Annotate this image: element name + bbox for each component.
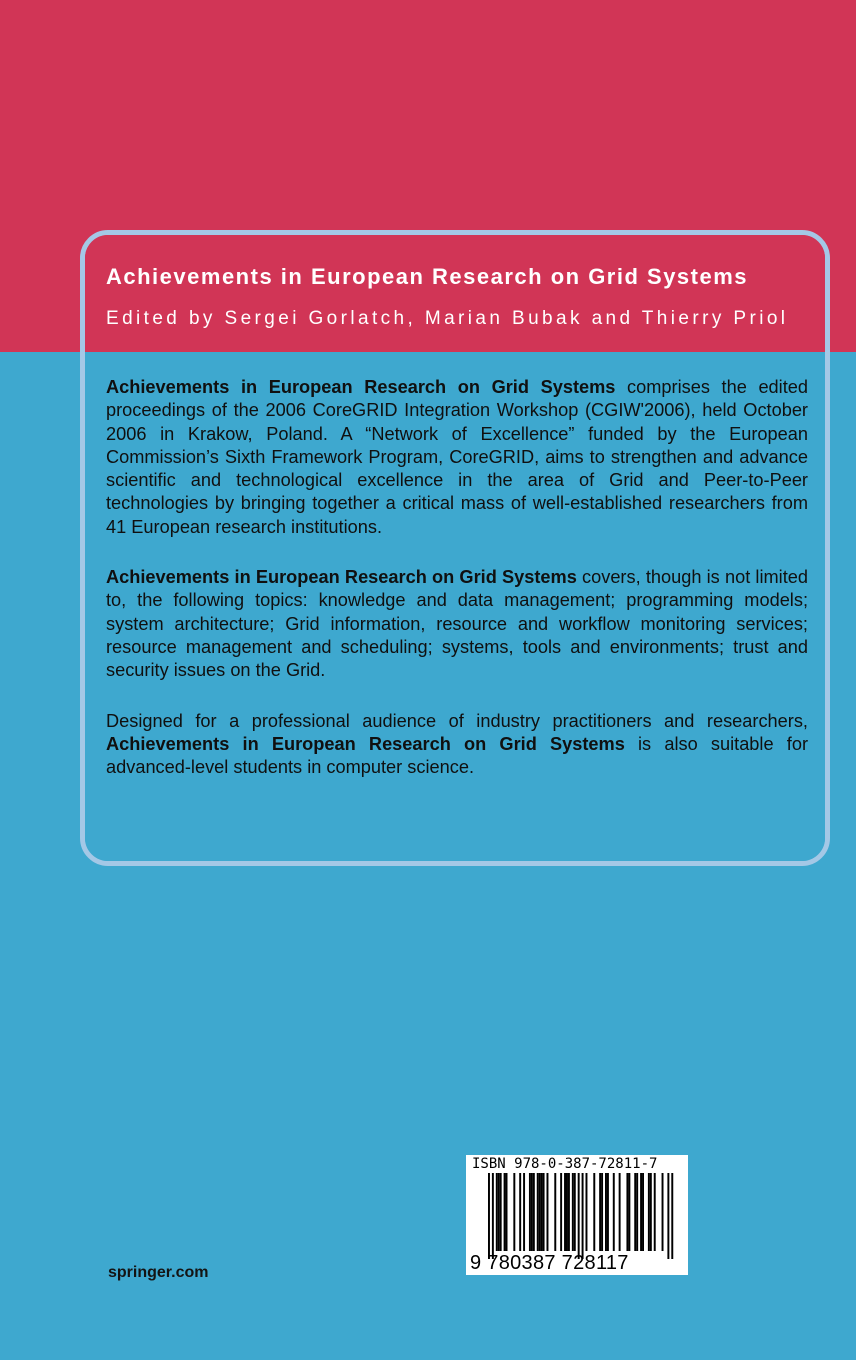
description-paragraph-2	[106, 566, 808, 682]
barcode-bar	[498, 1173, 500, 1251]
barcode-bar	[650, 1173, 652, 1251]
publisher-url: springer.com	[108, 1264, 209, 1281]
book-editors: Edited by Sergei Gorlatch, Marian Bubak and Thierry Priol	[106, 308, 789, 329]
description-paragraph-1	[106, 376, 808, 539]
barcode-bar	[523, 1173, 525, 1251]
description-title-bold: Achievements in European Research on Grid Systems	[106, 733, 625, 754]
book-title: Achievements in European Research on Grid Systems	[106, 264, 749, 289]
barcode-bar	[541, 1173, 543, 1251]
description-title-bold: Achievements in European Research on Grid Systems	[106, 567, 577, 588]
barcode-bar	[642, 1173, 644, 1251]
barcode-bar	[654, 1173, 656, 1251]
barcode-bar	[572, 1173, 574, 1251]
barcode-bar	[607, 1173, 609, 1251]
barcode-bar	[537, 1173, 539, 1251]
barcode-bar	[568, 1173, 570, 1251]
barcode-bar	[543, 1173, 545, 1251]
barcode-bar	[599, 1173, 601, 1251]
barcode-bar	[504, 1173, 506, 1251]
barcode-bar	[513, 1173, 515, 1251]
barcode-bar	[640, 1173, 642, 1251]
barcode-bar	[628, 1173, 630, 1251]
description-text: covers, though is not limited to, the following topics: knowledge and data management; programming models; system architecture; Grid information, resource and workflow monitoring services; resource management and scheduling; systems, tools and environments; trust and security issues on the Grid.	[106, 567, 808, 681]
barcode-bar	[671, 1173, 673, 1259]
barcode-bar	[488, 1173, 490, 1259]
barcode-bar	[578, 1173, 580, 1259]
barcode-bar	[648, 1173, 650, 1251]
description-text: Designed for a professional audience of industry practitioners and researchers,	[106, 710, 808, 731]
barcode-bar	[539, 1173, 541, 1251]
barcode-bar	[613, 1173, 615, 1251]
barcode-bar	[634, 1173, 636, 1251]
barcode-bar	[560, 1173, 562, 1251]
barcode-bar	[566, 1173, 568, 1251]
description-text: is also suitable for advanced-level students in computer science.	[106, 733, 808, 778]
barcode-bar	[554, 1173, 556, 1251]
barcode-bar	[636, 1173, 638, 1251]
barcode-bar	[547, 1173, 549, 1251]
isbn-label: ISBN 978-0-387-72811-7	[472, 1156, 658, 1172]
barcode-bar	[531, 1173, 533, 1251]
barcode-bar	[496, 1173, 498, 1251]
barcode-bar	[574, 1173, 576, 1251]
isbn-barcode	[466, 1155, 688, 1275]
barcode-bar	[593, 1173, 595, 1251]
description-paragraph-3	[106, 710, 808, 780]
barcode-bar	[605, 1173, 607, 1251]
barcode-bar	[582, 1173, 584, 1259]
barcode-bar	[492, 1173, 494, 1259]
barcode-bar	[529, 1173, 531, 1251]
barcode-bar	[506, 1173, 508, 1251]
barcode-bar	[601, 1173, 603, 1251]
barcode-bar	[519, 1173, 521, 1251]
barcode-bar	[619, 1173, 621, 1251]
barcode-bar	[500, 1173, 502, 1251]
barcode-bar	[667, 1173, 669, 1259]
barcode-bar	[586, 1173, 588, 1251]
description-title-bold: Achievements in European Research on Grid Systems	[106, 377, 616, 397]
barcode-bar	[626, 1173, 628, 1251]
barcode-bar	[662, 1173, 664, 1251]
barcode-bar	[533, 1173, 535, 1251]
book-description	[106, 376, 808, 806]
panel-top-fill	[85, 235, 825, 352]
description-text: comprises the edited proceedings of the 2006 CoreGRID Integration Workshop (CGIW'2006), held October 2006 in Krakow, Poland. A “Network of Excellence” funded by the European Commission’s Sixth Framework Program, CoreGRID, aims to strengthen and advance scientific and technological excellence in the area of Grid and Peer-to-Peer technologies by bringing together a critical mass of well-established researchers from 41 European research institutions.	[106, 377, 808, 537]
barcode-digits: 9 780387 728117	[470, 1252, 629, 1274]
barcode-bar	[564, 1173, 566, 1251]
